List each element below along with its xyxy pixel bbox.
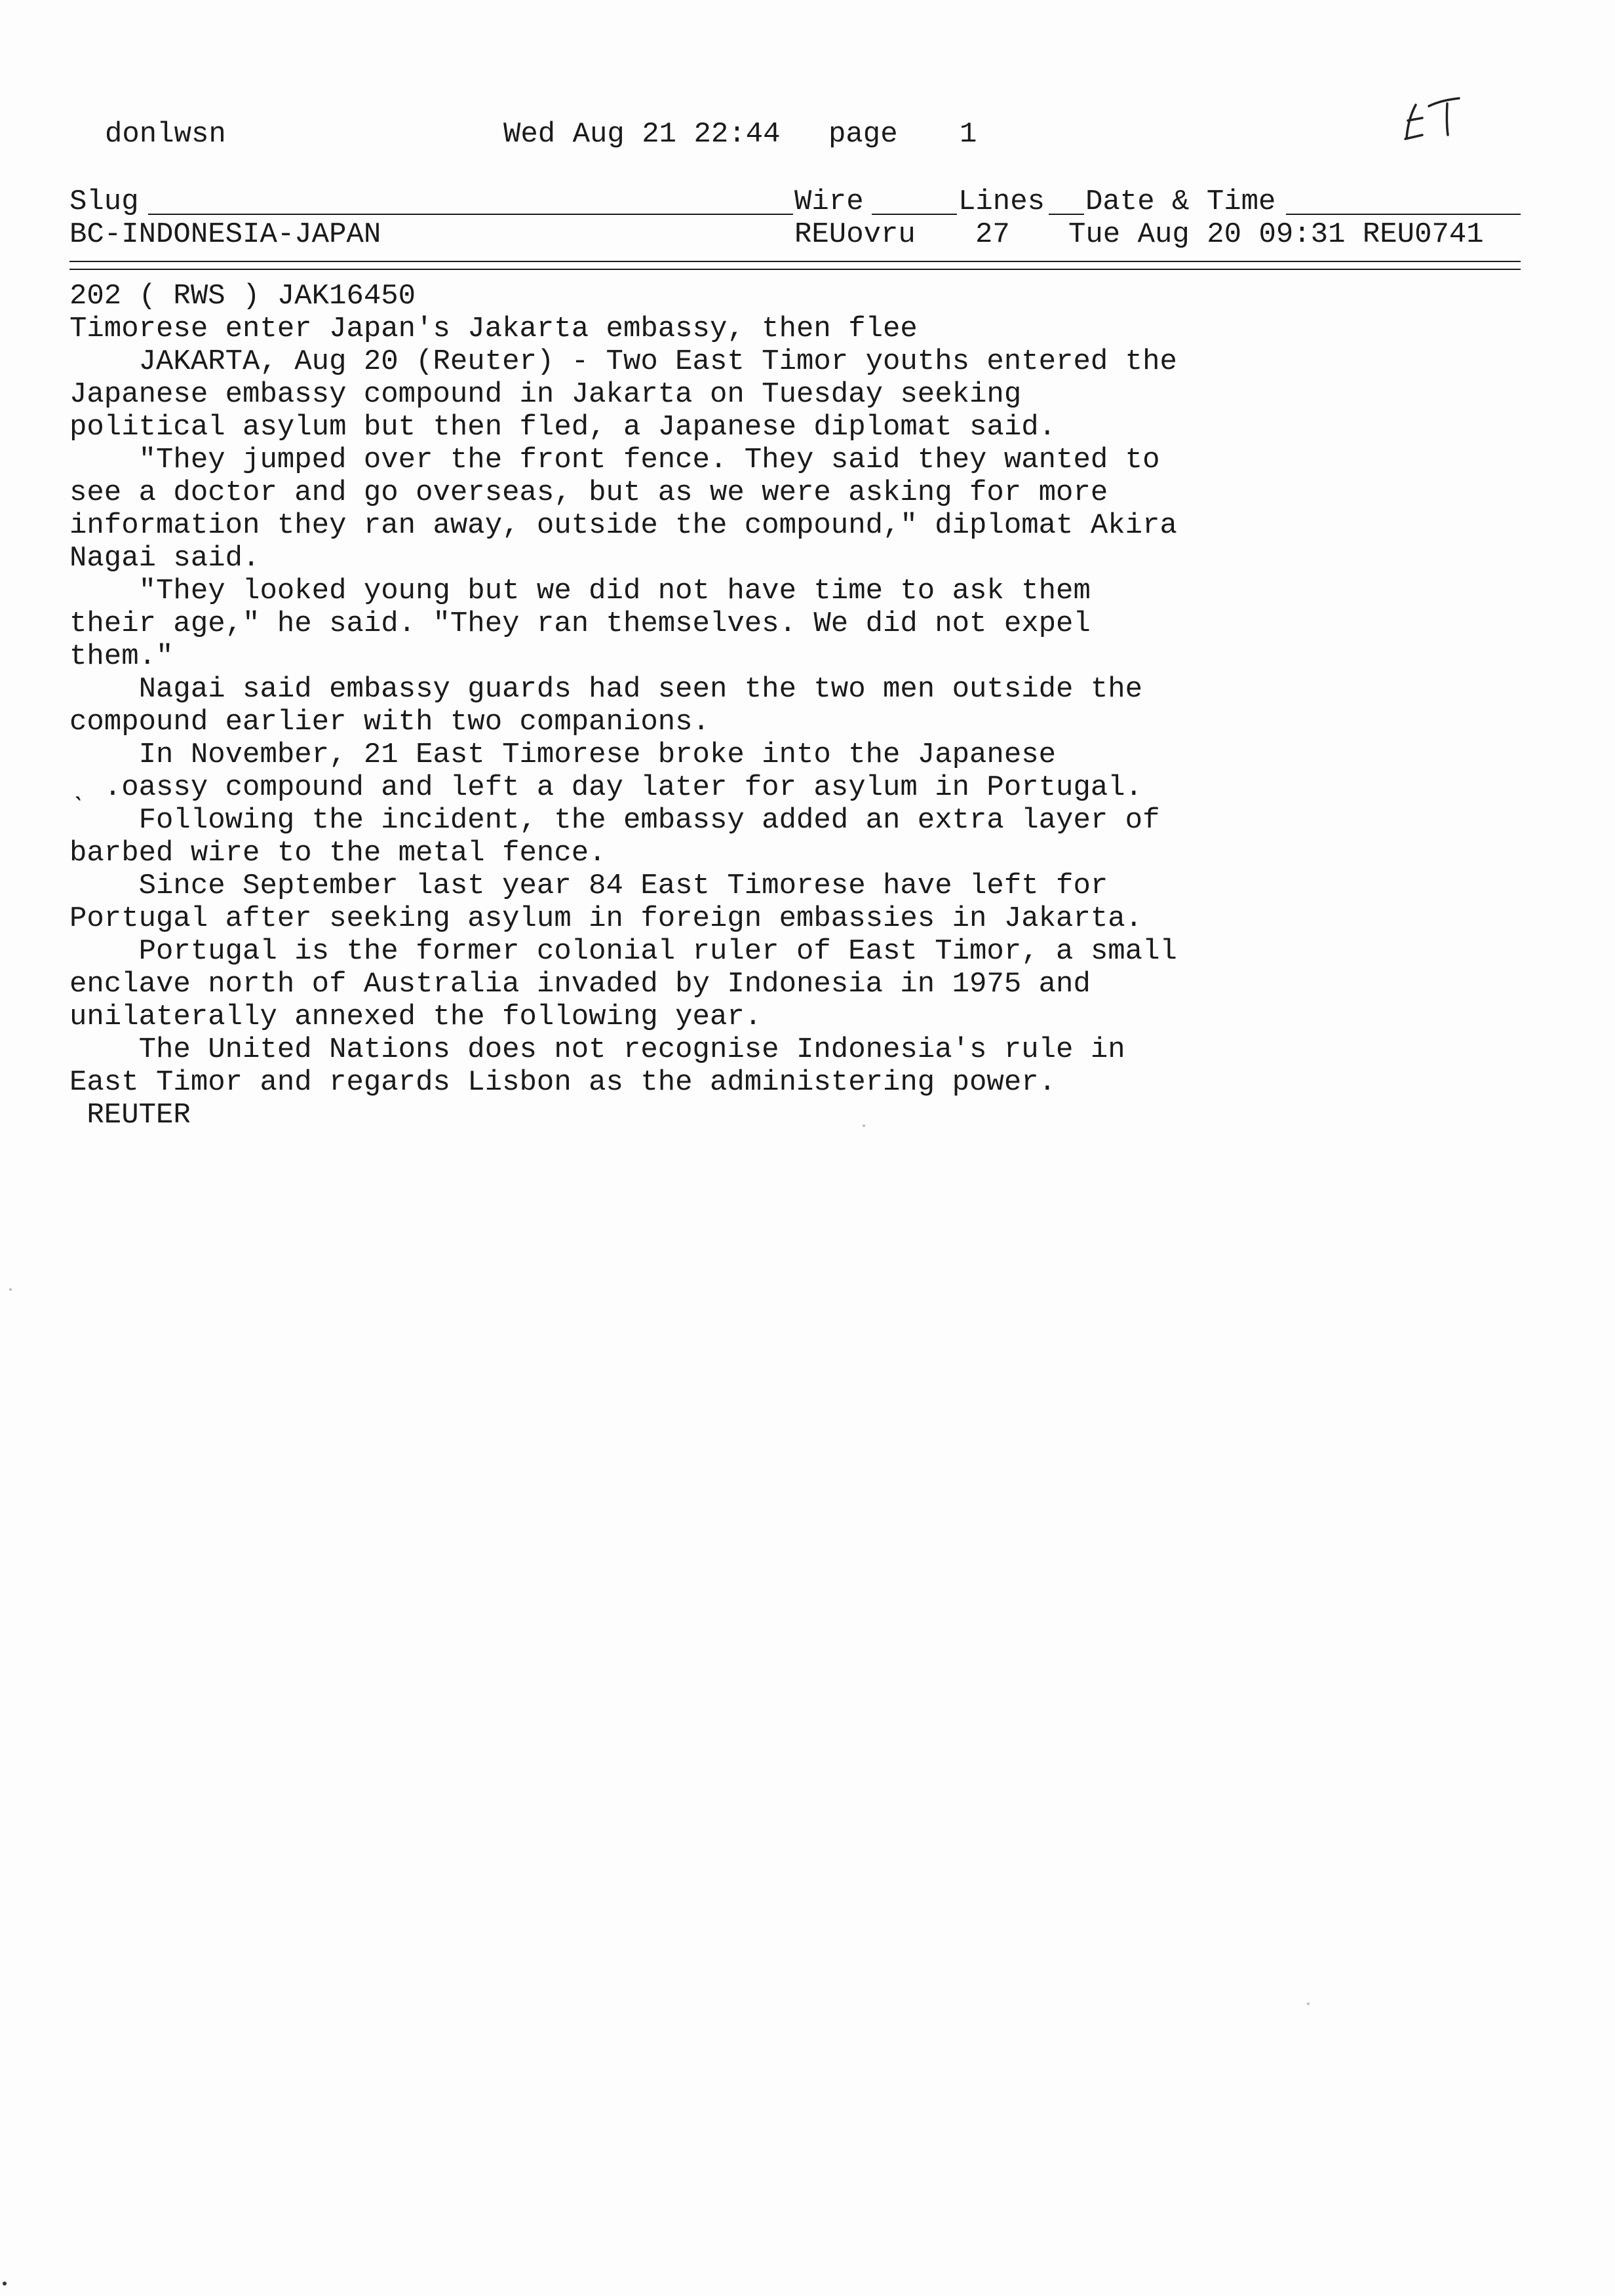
separator-rule xyxy=(69,261,1521,270)
scan-speck xyxy=(3,2282,7,2286)
scan-speck xyxy=(863,1124,865,1127)
story-line: see a doctor and go overseas, but as we were asking for more xyxy=(69,476,1108,509)
story-line: Nagai said. xyxy=(69,542,260,575)
lines-label: Lines xyxy=(958,185,1045,218)
story-line: "They looked young but we did not have time to ask them xyxy=(69,575,1091,607)
story-body xyxy=(69,280,1511,1132)
story-line: The United Nations does not recognise Indonesia's rule in xyxy=(69,1033,1125,1066)
slug-underline xyxy=(148,214,793,215)
story-line: ˎ .oassy compound and left a day later for asylum in Portugal. xyxy=(69,771,1143,804)
story-line: Nagai said embassy guards had seen the two men outside the xyxy=(69,673,1143,706)
story-line: JAKARTA, Aug 20 (Reuter) - Two East Timor youths entered the xyxy=(69,345,1177,378)
slug-label: Slug xyxy=(69,185,139,218)
datetime-underline xyxy=(1286,214,1521,215)
wire-label: Wire xyxy=(794,185,864,218)
wire-value: REUovru xyxy=(794,218,916,251)
story-line: Portugal after seeking asylum in foreign embassies in Jakarta. xyxy=(69,902,1143,935)
wire-underline xyxy=(872,214,957,215)
story-line: their age," he said. "They ran themselves. We did not expel xyxy=(69,607,1091,640)
story-headline: Timorese enter Japan's Jakarta embassy, then flee xyxy=(69,313,918,345)
handwritten-initials xyxy=(1396,92,1475,151)
scan-speck xyxy=(9,1288,12,1291)
header-page-label: page xyxy=(828,118,898,151)
story-line: barbed wire to the metal fence. xyxy=(69,837,606,870)
header-page-number: 1 xyxy=(960,118,977,151)
datetime-label: Date & Time xyxy=(1085,185,1276,218)
story-line: Japanese embassy compound in Jakarta on Tuesday seeking xyxy=(69,378,1022,411)
story-id-line: 202 ( RWS ) JAK16450 xyxy=(69,280,416,313)
story-line: political asylum but then fled, a Japanese diplomat said. xyxy=(69,411,1057,444)
story-line: them." xyxy=(69,640,174,673)
story-line: enclave north of Australia invaded by Indonesia in 1975 and xyxy=(69,968,1091,1001)
lines-underline xyxy=(1049,214,1084,215)
story-line: In November, 21 East Timorese broke into the Japanese xyxy=(69,738,1057,771)
story-line: unilaterally annexed the following year. xyxy=(69,1001,762,1033)
story-line: Following the incident, the embassy added an extra layer of xyxy=(69,804,1160,837)
slug-value: BC-INDONESIA-JAPAN xyxy=(69,218,381,251)
story-line: East Timor and regards Lisbon as the administering power. xyxy=(69,1066,1057,1099)
story-line: Since September last year 84 East Timorese have left for xyxy=(69,870,1108,902)
scan-speck xyxy=(1307,2002,1310,2005)
story-line: Portugal is the former colonial ruler of East Timor, a small xyxy=(69,935,1177,968)
header-datetime: Wed Aug 21 22:44 xyxy=(503,118,781,151)
header-user: donlwsn xyxy=(105,118,226,151)
lines-value: 27 xyxy=(975,218,1010,251)
story-line: information they ran away, outside the compound," diplomat Akira xyxy=(69,509,1177,542)
story-line: "They jumped over the front fence. They said they wanted to xyxy=(69,444,1160,476)
story-sign-off: REUTER xyxy=(69,1099,191,1132)
datetime-value: Tue Aug 20 09:31 REU0741 xyxy=(1068,218,1484,251)
story-line: compound earlier with two companions. xyxy=(69,706,710,738)
